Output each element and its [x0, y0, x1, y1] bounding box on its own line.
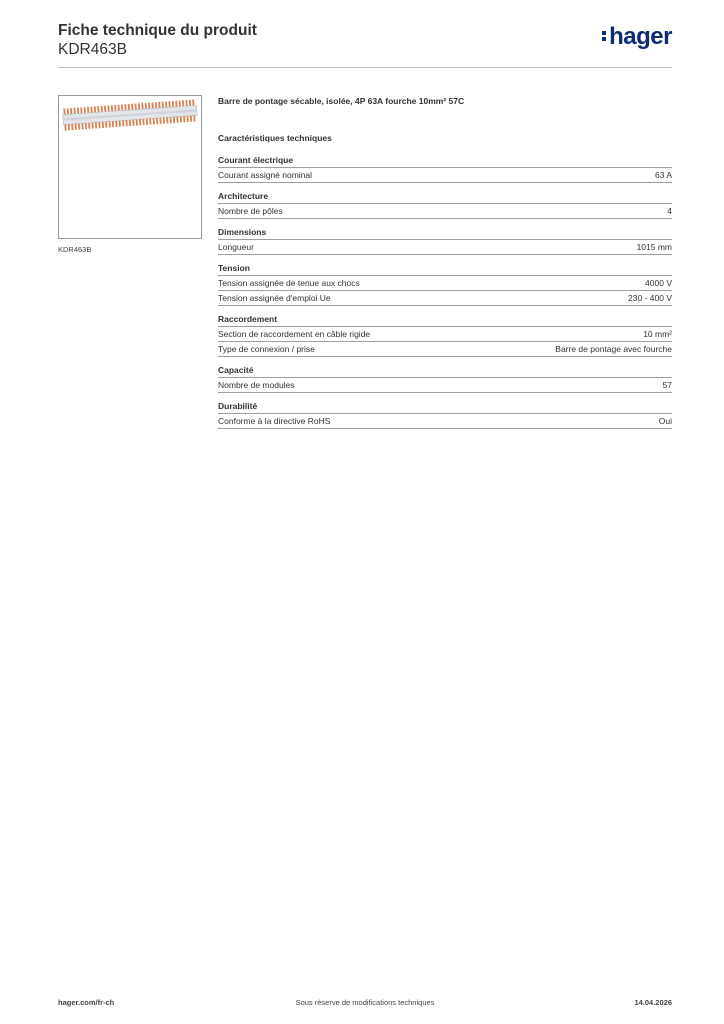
spec-row [218, 378, 672, 393]
spec-row [218, 168, 672, 183]
product-image [58, 95, 202, 239]
section-title: Tension [218, 261, 672, 276]
spec-row [218, 342, 672, 357]
section-durabilite [218, 399, 672, 429]
hager-logo [602, 23, 672, 51]
spec-value: 57 [662, 380, 672, 390]
product-description: Barre de pontage sécable, isolée, 4P 63A fourche 10mm² 57C [218, 96, 465, 106]
spec-label: Nombre de modules [218, 380, 295, 390]
logo-dots-icon [602, 31, 608, 43]
section-architecture [218, 189, 672, 219]
spec-value: 63 A [654, 170, 672, 180]
document-title: Fiche technique du produit [58, 22, 257, 39]
logo-text: hager [609, 23, 672, 50]
footer-notice: Sous réserve de modifications techniques [295, 998, 435, 1007]
footer-date: 14.04.2026 [634, 998, 672, 1007]
section-title: Dimensions [218, 225, 672, 240]
spec-value: 10 mm² [643, 329, 672, 339]
section-capacite [218, 363, 672, 393]
spec-row [218, 327, 672, 342]
busbar-image-icon [59, 96, 201, 238]
spec-label: Conforme à la directive RoHS [218, 416, 331, 426]
spec-value: Oui [658, 416, 672, 426]
section-dimensions [218, 225, 672, 255]
spec-label: Section de raccordement en câble rigide [218, 329, 371, 339]
section-courant [218, 153, 672, 183]
spec-label: Type de connexion / prise [218, 344, 315, 354]
footer-website: hager.com/fr-ch [58, 998, 115, 1007]
spec-value: 230 - 400 V [628, 293, 672, 303]
section-title: Capacité [218, 363, 672, 378]
spec-label: Tension assignée de tenue aux chocs [218, 278, 360, 288]
spec-label: Longueur [218, 242, 254, 252]
spec-value: 4 [667, 206, 672, 216]
spec-row [218, 414, 672, 429]
spec-value: 4000 V [645, 278, 672, 288]
characteristics-title: Caractéristiques techniques [218, 133, 332, 143]
section-title: Courant électrique [218, 153, 672, 168]
spec-row [218, 240, 672, 255]
section-title: Raccordement [218, 312, 672, 327]
section-tension [218, 261, 672, 306]
spec-value: 1015 mm [636, 242, 672, 252]
spec-row [218, 291, 672, 306]
product-reference: KDR463B [58, 41, 127, 58]
spec-label: Nombre de pôles [218, 206, 283, 216]
section-title: Architecture [218, 189, 672, 204]
spec-label: Tension assignée d'emploi Ue [218, 293, 331, 303]
section-raccordement [218, 312, 672, 357]
page-header [58, 21, 672, 69]
spec-content [218, 92, 672, 429]
spec-row [218, 276, 672, 291]
product-image-caption: KDR463B [58, 245, 92, 254]
spec-row [218, 204, 672, 219]
header-divider [58, 67, 672, 68]
spec-label: Courant assigné nominal [218, 170, 313, 180]
section-title: Durabilité [218, 399, 672, 414]
spec-value: Barre de pontage avec fourche [555, 344, 672, 354]
